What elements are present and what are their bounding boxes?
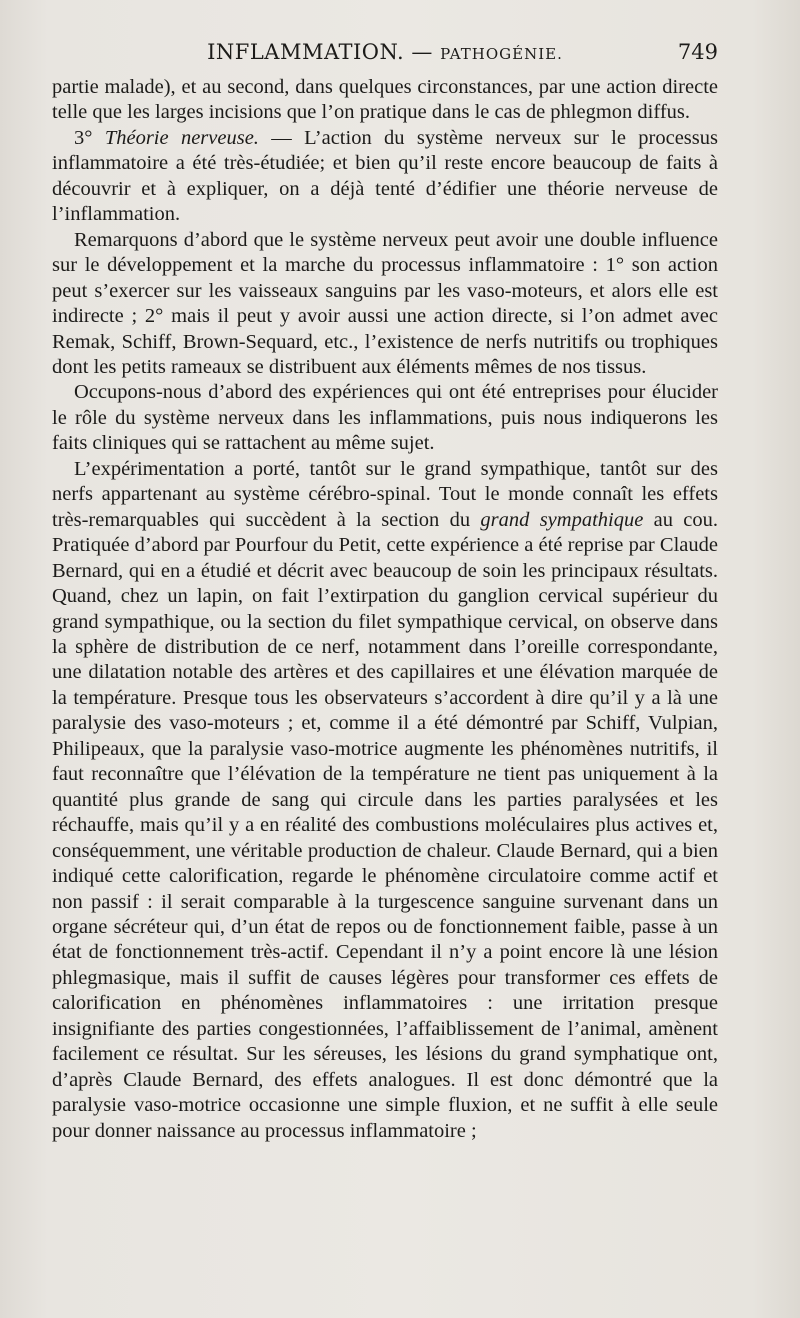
paragraph (52, 228, 718, 381)
text-run: au cou. Pratiquée d’abord par Pourfour du Petit, cette expérience a été reprise par Claude Bernard, qui en a étudié et décrit avec beaucoup de soin les principaux résultats. Quand, chez un lapin, on fait l’extirpation du ganglion cervical supérieur du grand sympathique, ou la section du filet sympathique cervical, on observe dans la sphère de distribution de ce nerf, notamment dans l’oreille correspondante, une dilatation notable des artères et des capillaires et une élévation marquée de la température. Presque tous les observateurs s’accordent à dire qu’il y a là une paralysie des vaso-moteurs ; et, comme il a été démontré par Schiff, Vulpian, Philipeaux, que la paralysie vaso-motrice augmente les phénomènes nutritifs, il faut reconnaître que l’élévation de la température ne tient pas uniquement à la quantité plus grande de sang qui circule dans les parties paralysées et les réchauffe, mais qu’il y a en réalité des combustions moléculaires plus actives et, conséquemment, une véritable production de chaleur. Claude Bernard, qui a bien indiqué cette calorification, regarde le phénomène circulatoire comme actif et non passif : il serait comparable à la turgescence sanguine survenant dans un organe sécréteur qui, d’un état de repos ou de fonctionnement faible, passe à un état de fonctionnement très-actif. Cependant il n’y a point encore là une lésion phlegmasique, mais il suffit de causes légères pour transformer ces effets de calorification en phénomènes inflammatoires : une irritation presque insignifiante des parties congestionnées, l’affaiblissement de l’animal, amènent facilement ce résultat. Sur les séreuses, les lésions du grand symphatique ont, d’après Claude Bernard, des effets analogues. Il est donc démontré que la paralysie vaso-motrice occasionne une simple fluxion, et ne suffit à elle seule pour donner naissance au processus inflammatoire ; (52, 508, 718, 1142)
running-header (52, 38, 718, 68)
paragraph (52, 126, 718, 228)
text-run: — L’action du système nerveux sur le processus inflammatoire a été très-étudiée; et bien qu’il reste encore beaucoup de faits à découvrir et à expliquer, on a déjà tenté d’édifier une théorie nerveuse de l’inflammation. (52, 126, 718, 226)
italic-text: Théorie nerveuse. (104, 126, 259, 149)
running-title (52, 40, 718, 64)
text-run: L’expérimentation a porté, tantôt sur le grand sympathique, tantôt sur des nerfs appartenant au système cérébro-spinal. Tout le monde connaît les effets très-remarquables qui succèdent à la section du (52, 457, 718, 531)
text-run: Remarquons d’abord que le système nerveux peut avoir une double influence sur le développement et la marche du processus inflammatoire : 1° son action peut s’exercer sur les vaisseaux sanguins par les vaso-moteurs, et alors elle est indirecte ; 2° mais il peut y avoir aussi une action directe, si l’on admet avec Remak, Schiff, Brown-Sequard, etc., l’existence de nerfs nutritifs ou trophiques dont les petits rameaux se distribuent aux éléments mêmes de nos tissus. (52, 228, 718, 378)
text-run: 3° (74, 126, 105, 149)
italic-text: grand sympathique (480, 508, 644, 531)
running-title-section: PATHOGÉNIE. (440, 45, 563, 63)
text-run: Occupons-nous d’abord des expériences qui ont été entreprises pour élucider le rôle du système nerveux dans les inflammations, puis nous indiquerons les faits cliniques qui se rattachent au même sujet. (52, 381, 718, 455)
running-title-main: INFLAMMATION. — (207, 40, 441, 64)
paragraph (52, 457, 718, 1144)
paragraph (52, 380, 718, 456)
page-number: 749 (677, 40, 718, 64)
body-text (52, 75, 718, 1144)
text-run: partie malade), et au second, dans quelques circonstances, par une action directe telle que les larges incisions que l’on pratique dans le cas de phlegmon diffus. (52, 76, 718, 124)
paragraph (52, 75, 718, 126)
